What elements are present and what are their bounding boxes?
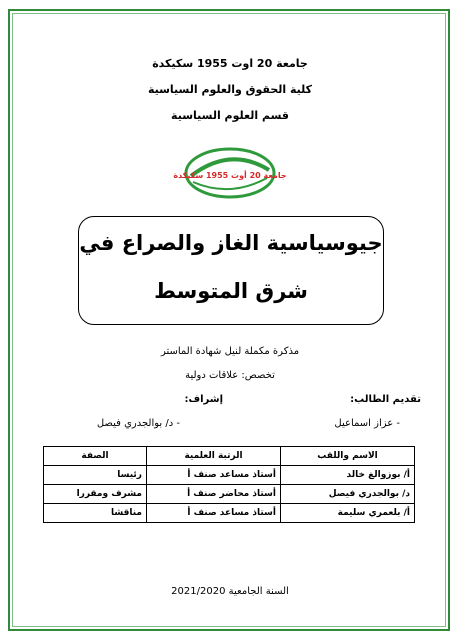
member-rank: أستاذ مساعد صنف أ xyxy=(147,504,281,523)
member-role: مشرف ومقررا xyxy=(44,485,147,504)
col-header-rank: الرتبة العلمية xyxy=(147,447,281,466)
member-rank: أستاذ مساعد صنف أ xyxy=(147,466,281,485)
member-name: د/ بوالجدري فيصل xyxy=(281,485,415,504)
member-rank: أستاذ محاضر صنف أ xyxy=(147,485,281,504)
department-name: قسم العلوم السياسية xyxy=(171,109,289,122)
university-name: جامعة 20 اوت 1955 سكيكدة xyxy=(152,57,308,70)
supervision-label: إشراف: xyxy=(184,394,223,405)
table-row xyxy=(44,485,415,504)
col-header-name: الاسم واللقب xyxy=(281,447,415,466)
degree-statement: مذكرة مكملة لنيل شهادة الماستر xyxy=(160,346,300,357)
presented-by-label: تقديم الطالب: xyxy=(350,394,421,405)
member-role: مناقشا xyxy=(44,504,147,523)
title-box xyxy=(78,216,384,325)
faculty-name: كلية الحقوق والعلوم السياسية xyxy=(147,83,313,96)
logo-text: جامعة 20 أوت 1955 سكيكدة xyxy=(173,171,287,180)
academic-year: السنة الجامعية 2021/2020 xyxy=(171,586,289,597)
committee-table xyxy=(43,446,415,523)
table-header-row xyxy=(44,447,415,466)
thesis-title-line2: شرق المتوسط xyxy=(154,279,308,303)
university-logo-icon xyxy=(173,146,287,200)
table-row xyxy=(44,504,415,523)
supervisor-name: - د/ بوالجدري فيصل xyxy=(96,418,180,429)
col-header-role: الصفة xyxy=(44,447,147,466)
table-row xyxy=(44,466,415,485)
thesis-title-line1: جيوسياسية الغاز والصراع في xyxy=(79,231,383,255)
student-name: - عزاز اسماعيل xyxy=(334,418,400,429)
specialty: تخصص: علاقات دولية xyxy=(185,370,275,381)
member-name: أ/ بلعمري سليمة xyxy=(281,504,415,523)
member-role: رئيسا xyxy=(44,466,147,485)
member-name: أ/ بوزوالغ خالد xyxy=(281,466,415,485)
